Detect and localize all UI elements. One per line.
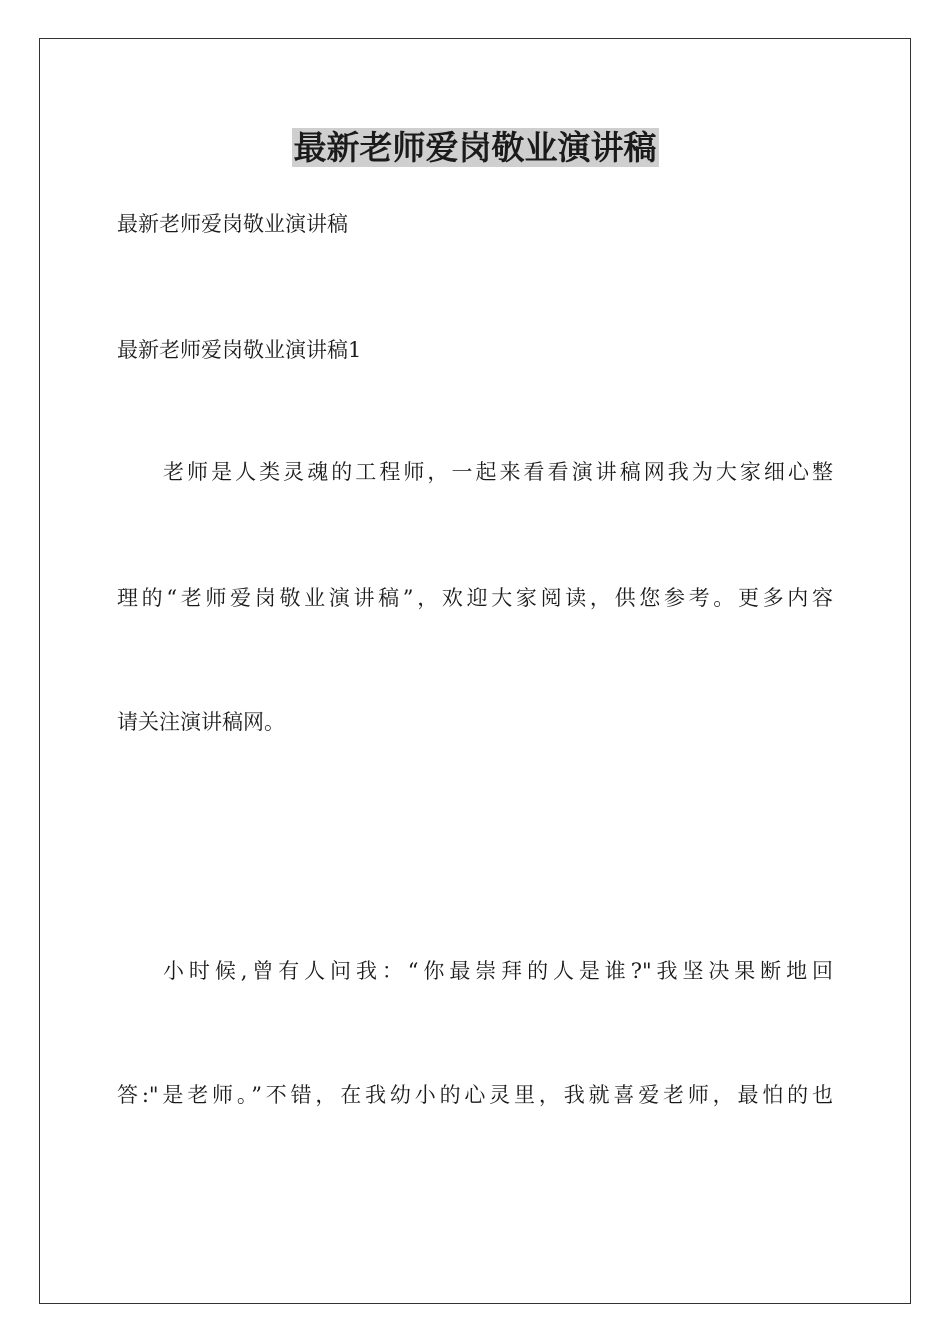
paragraph-2-line-2: 答:"是老师。”不错，在我幼小的心灵里，我就喜爱老师，最怕的也 — [117, 1083, 833, 1107]
paragraph-1-line-2: 理的“老师爱岗敬业演讲稿”，欢迎大家阅读，供您参考。更多内容 — [117, 586, 833, 610]
section-heading: 最新老师爱岗敬业演讲稿1 — [117, 338, 362, 362]
document-title — [0, 128, 950, 168]
paragraph-2-line-1: 小时候,曾有人问我：“你最崇拜的人是谁?"我坚决果断地回 — [163, 959, 833, 983]
paragraph-1-line-1: 老师是人类灵魂的工程师，一起来看看演讲稿网我为大家细心整 — [163, 460, 833, 484]
paragraph-1-line-3: 请关注演讲稿网。 — [117, 710, 285, 734]
document-title-text: 最新老师爱岗敬业演讲稿 — [293, 128, 657, 167]
document-subtitle: 最新老师爱岗敬业演讲稿 — [117, 212, 348, 236]
